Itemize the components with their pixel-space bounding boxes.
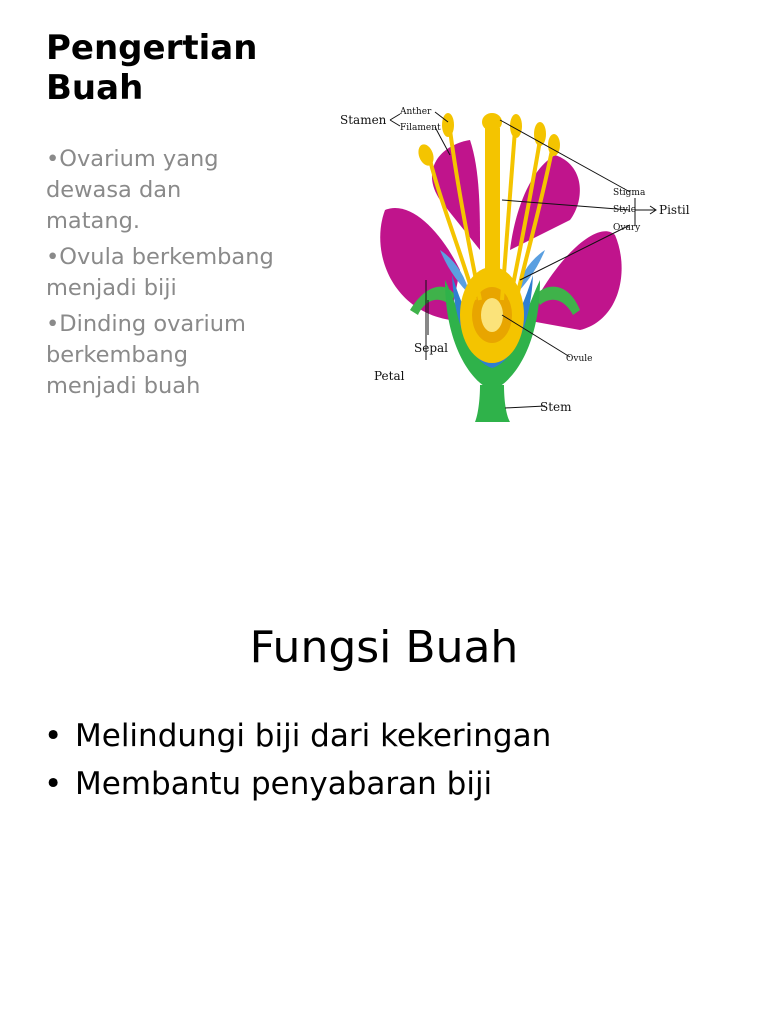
bullet-item xyxy=(46,144,278,237)
label-petal: Petal xyxy=(374,369,405,383)
label-pistil: Pistil xyxy=(659,203,690,217)
bullet-text: Melindungi biji dari kekeringan xyxy=(75,718,552,754)
slide-fungsi-buah xyxy=(0,512,768,1024)
bullet-dot: • xyxy=(46,146,60,172)
bullet-dot: • xyxy=(44,766,63,802)
bullet-text: Ovarium yang dewasa dan matang. xyxy=(46,146,219,234)
label-anther: Anther xyxy=(400,107,432,117)
label-sepal: Sepal xyxy=(414,341,448,355)
bullet-dot: • xyxy=(44,718,63,754)
style xyxy=(485,128,500,270)
bullet-dot: • xyxy=(46,244,60,270)
slide-title: Pengertian Buah xyxy=(46,28,258,108)
bullet-list xyxy=(46,144,278,407)
ovule xyxy=(481,298,503,332)
bullet-text: Dinding ovarium berkembang menjadi buah xyxy=(46,311,246,399)
stem-shape xyxy=(475,385,510,422)
bullet-item xyxy=(46,309,278,402)
label-ovary: Ovary xyxy=(613,223,641,233)
anther xyxy=(416,142,437,167)
label-style: Style xyxy=(613,205,637,215)
label-ovule: Ovule xyxy=(566,354,593,364)
bullet-item xyxy=(44,712,744,760)
slide-title: Fungsi Buah xyxy=(249,622,519,673)
right-petal xyxy=(525,231,622,330)
label-filament: Filament xyxy=(400,123,441,133)
bullet-text: Ovula berkembang menjadi biji xyxy=(46,244,274,301)
bullet-item xyxy=(46,242,278,304)
anther xyxy=(442,113,454,137)
label-stigma: Stigma xyxy=(613,188,646,198)
back-right-petal xyxy=(510,155,580,250)
bullet-list xyxy=(44,712,744,808)
label-stem: Stem xyxy=(540,400,572,414)
bullet-text: Membantu penyabaran biji xyxy=(75,766,493,802)
stigma xyxy=(482,113,502,131)
label-stamen: Stamen xyxy=(340,113,387,127)
bullet-item xyxy=(44,760,744,808)
flower-diagram xyxy=(330,100,700,430)
bullet-dot: • xyxy=(46,311,60,337)
